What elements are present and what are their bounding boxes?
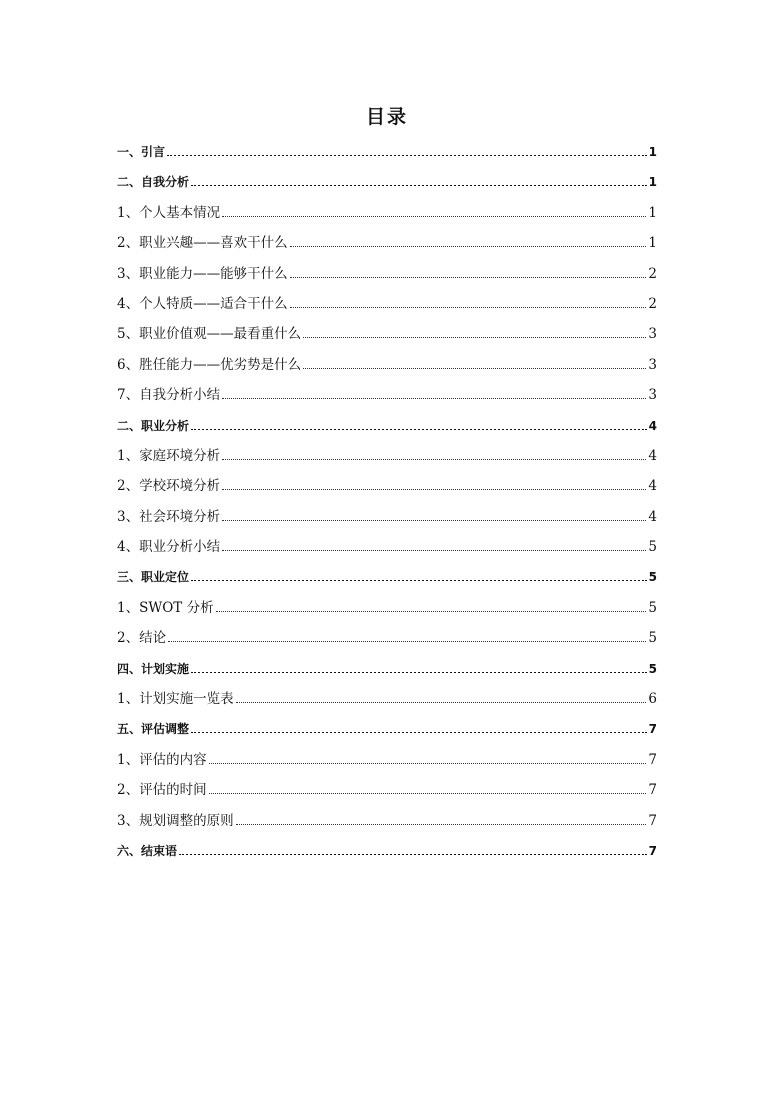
toc-dot-leader xyxy=(191,580,647,581)
toc-dot-leader xyxy=(191,732,647,733)
toc-entry-text: 1、评估的内容 xyxy=(117,751,207,768)
toc-dot-leader xyxy=(191,429,647,430)
toc-dot-leader xyxy=(303,337,646,338)
toc-entry-subsection[interactable] xyxy=(117,350,657,380)
toc-page-number: 5 xyxy=(648,539,657,556)
toc-entry-subsection[interactable] xyxy=(117,228,657,258)
toc-dot-leader xyxy=(222,398,646,399)
toc-entry-subsection[interactable] xyxy=(117,502,657,532)
toc-entry-subsection[interactable] xyxy=(117,684,657,714)
toc-page-number: 5 xyxy=(648,661,657,676)
toc-entry-section[interactable] xyxy=(117,137,657,167)
toc-title: 目录 xyxy=(365,106,408,128)
toc-entry-section[interactable] xyxy=(117,836,657,866)
toc-page-number: 3 xyxy=(648,387,657,404)
toc-page-number: 5 xyxy=(648,570,657,585)
toc-entry-subsection[interactable] xyxy=(117,532,657,562)
toc-entry-text: 1、家庭环境分析 xyxy=(117,447,221,464)
toc-entry-subsection[interactable] xyxy=(117,806,657,836)
toc-entry-text: 3、社会环境分析 xyxy=(117,508,221,525)
toc-dot-leader xyxy=(236,824,647,825)
toc-page-number: 7 xyxy=(648,812,657,829)
toc-entry-text: 4、职业分析小结 xyxy=(117,539,221,556)
toc-entry-subsection[interactable] xyxy=(117,289,657,319)
toc-dot-leader xyxy=(222,550,646,551)
toc-dot-leader xyxy=(209,763,647,764)
toc-entry-subsection[interactable] xyxy=(117,259,657,289)
toc-entry-subsection[interactable] xyxy=(117,441,657,471)
toc-page-number: 5 xyxy=(648,599,657,616)
toc-dot-leader xyxy=(222,489,646,490)
toc-page-number: 3 xyxy=(648,356,657,373)
table-of-contents xyxy=(117,137,657,866)
toc-entry-subsection[interactable] xyxy=(117,319,657,349)
toc-page-number: 6 xyxy=(648,691,657,708)
toc-page-number: 1 xyxy=(648,204,657,221)
toc-page-number: 4 xyxy=(648,447,657,464)
toc-page-number: 4 xyxy=(648,478,657,495)
toc-entry-text: 3、职业能力——能够干什么 xyxy=(117,265,288,282)
toc-page-number: 5 xyxy=(648,630,657,647)
toc-entry-section[interactable] xyxy=(117,654,657,684)
toc-entry-text: 二、职业分析 xyxy=(117,418,190,433)
toc-entry-text: 2、结论 xyxy=(117,630,167,647)
toc-entry-text: 3、规划调整的原则 xyxy=(117,812,234,829)
toc-page-number: 2 xyxy=(648,295,657,312)
toc-entry-text: 2、学校环境分析 xyxy=(117,478,221,495)
toc-entry-text: 2、职业兴趣——喜欢干什么 xyxy=(117,235,288,252)
toc-entry-text: 1、计划实施一览表 xyxy=(117,691,234,708)
toc-entry-section[interactable] xyxy=(117,411,657,441)
toc-entry-subsection[interactable] xyxy=(117,623,657,653)
toc-entry-subsection[interactable] xyxy=(117,593,657,623)
toc-dot-leader xyxy=(167,155,647,156)
toc-entry-text: 2、评估的时间 xyxy=(117,782,207,799)
toc-dot-leader xyxy=(290,246,647,247)
toc-page-number: 3 xyxy=(648,326,657,343)
toc-dot-leader xyxy=(222,459,646,460)
toc-entry-text: 一、引言 xyxy=(117,145,166,159)
toc-dot-leader xyxy=(303,368,646,369)
toc-entry-text: 1、SWOT 分析 xyxy=(117,599,214,616)
toc-entry-subsection[interactable] xyxy=(117,745,657,775)
toc-entry-subsection[interactable] xyxy=(117,775,657,805)
toc-page-number: 1 xyxy=(648,145,657,159)
toc-entry-text: 1、个人基本情况 xyxy=(117,204,221,221)
toc-entry-text: 6、胜任能力——优劣势是什么 xyxy=(117,356,302,373)
toc-entry-subsection[interactable] xyxy=(117,198,657,228)
toc-page-number: 1 xyxy=(648,175,657,190)
toc-entry-subsection[interactable] xyxy=(117,471,657,501)
toc-entry-text: 三、职业定位 xyxy=(117,570,190,585)
toc-dot-leader xyxy=(290,277,647,278)
toc-dot-leader xyxy=(222,520,646,521)
toc-page-number: 7 xyxy=(648,782,657,799)
toc-entry-section[interactable] xyxy=(117,714,657,744)
toc-entry-text: 六、结束语 xyxy=(117,843,178,858)
toc-entry-section[interactable] xyxy=(117,562,657,592)
toc-entry-text: 五、评估调整 xyxy=(117,722,190,737)
toc-entry-text: 5、职业价值观——最看重什么 xyxy=(117,326,302,343)
toc-dot-leader xyxy=(222,216,646,217)
toc-entry-text: 二、自我分析 xyxy=(117,175,190,190)
toc-entry-text: 7、自我分析小结 xyxy=(117,387,221,404)
toc-entry-text: 4、个人特质——适合干什么 xyxy=(117,295,288,312)
toc-dot-leader xyxy=(209,793,647,794)
toc-dot-leader xyxy=(216,611,647,612)
toc-dot-leader xyxy=(290,307,647,308)
toc-page-number: 7 xyxy=(648,722,657,737)
toc-entry-section[interactable] xyxy=(117,167,657,197)
toc-page-number: 4 xyxy=(648,418,657,433)
toc-page-number: 4 xyxy=(648,508,657,525)
toc-dot-leader xyxy=(191,185,647,186)
toc-dot-leader xyxy=(168,641,646,642)
toc-dot-leader xyxy=(179,854,647,855)
toc-page-number: 7 xyxy=(648,751,657,768)
toc-entry-text: 四、计划实施 xyxy=(117,661,190,676)
toc-dot-leader xyxy=(236,702,647,703)
toc-page-number: 7 xyxy=(648,843,657,858)
toc-page-number: 2 xyxy=(648,265,657,282)
toc-entry-subsection[interactable] xyxy=(117,380,657,410)
toc-dot-leader xyxy=(191,672,647,673)
toc-page-number: 1 xyxy=(648,235,657,252)
